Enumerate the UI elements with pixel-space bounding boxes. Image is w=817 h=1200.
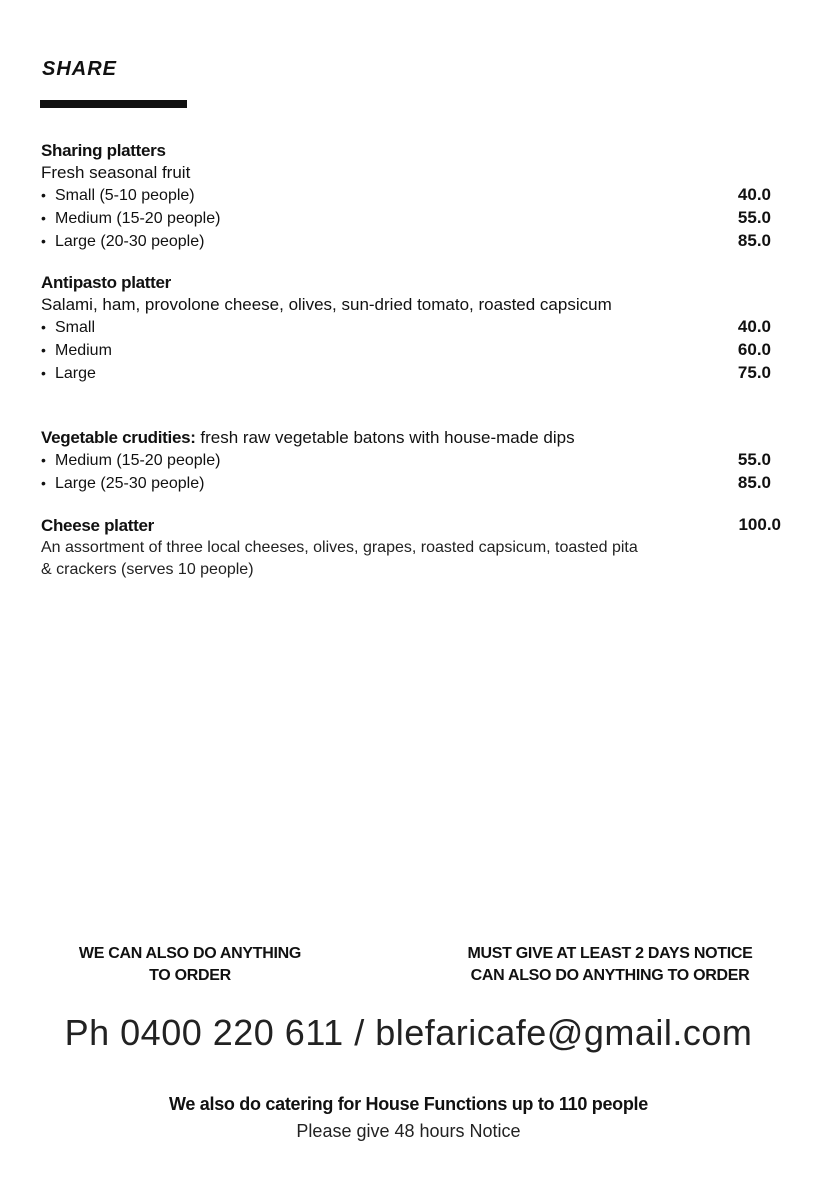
menu-item-sharing-platters [41,140,781,253]
item-heading [41,427,781,449]
menu-item-cheese-platter [41,515,781,581]
notice-line: CAN ALSO DO ANYTHING TO ORDER [470,967,750,984]
item-option [41,184,771,207]
option-price: 75.0 [737,363,771,382]
option-price: 60.0 [737,340,771,359]
option-label: • Large (25-30 people) [41,472,204,495]
item-option [41,339,771,362]
option-price: 85.0 [737,231,771,250]
order-note-left [40,943,340,987]
item-description: Fresh seasonal fruit [41,163,191,182]
menu-item-antipasto-platter [41,272,781,385]
item-name: Cheese platter [41,516,154,535]
catering-note: We also do catering for House Functions up to 110 people [169,1094,648,1114]
option-label: • Large [41,362,96,385]
item-name: Antipasto platter [41,273,171,292]
item-option [41,230,771,253]
menu-item-vegetable-crudities [41,427,781,495]
option-label: • Medium (15-20 people) [41,207,220,230]
item-option [41,362,771,385]
item-option [41,472,771,495]
option-label: • Small (5-10 people) [41,184,195,207]
option-label: • Large (20-30 people) [41,230,204,253]
item-option [41,316,771,339]
item-description: Salami, ham, provolone cheese, olives, sun-dried tomato, roasted capsicum [41,295,612,314]
item-name: Sharing platters [41,141,166,160]
item-name: Vegetable crudities: [41,428,196,447]
item-option [41,207,771,230]
item-description: fresh raw vegetable batons with house-made dips [200,428,575,447]
option-label: • Medium [41,339,112,362]
section-divider [40,100,187,108]
item-price: 100.0 [738,515,781,534]
catering-notice: Please give 48 hours Notice [296,1121,521,1141]
contact-line: Ph 0400 220 611 / blefaricafe@gmail.com [64,1012,753,1053]
item-option [41,449,771,472]
option-label: • Medium (15-20 people) [41,449,220,472]
option-label: • Small [41,316,95,339]
option-price: 85.0 [737,473,771,492]
notice-line: MUST GIVE AT LEAST 2 DAYS NOTICE [467,945,753,962]
option-price: 55.0 [737,208,771,227]
option-price: 55.0 [737,450,771,469]
order-note-right [440,943,780,987]
section-title: SHARE [42,58,118,80]
item-description: An assortment of three local cheeses, olives, grapes, roasted capsicum, toasted pita & crackers (serves 10 people) [41,539,638,578]
order-note-line: WE CAN ALSO DO ANYTHING [78,945,302,962]
order-note-line: TO ORDER [149,967,231,984]
option-price: 40.0 [737,317,771,336]
option-price: 40.0 [737,185,771,204]
